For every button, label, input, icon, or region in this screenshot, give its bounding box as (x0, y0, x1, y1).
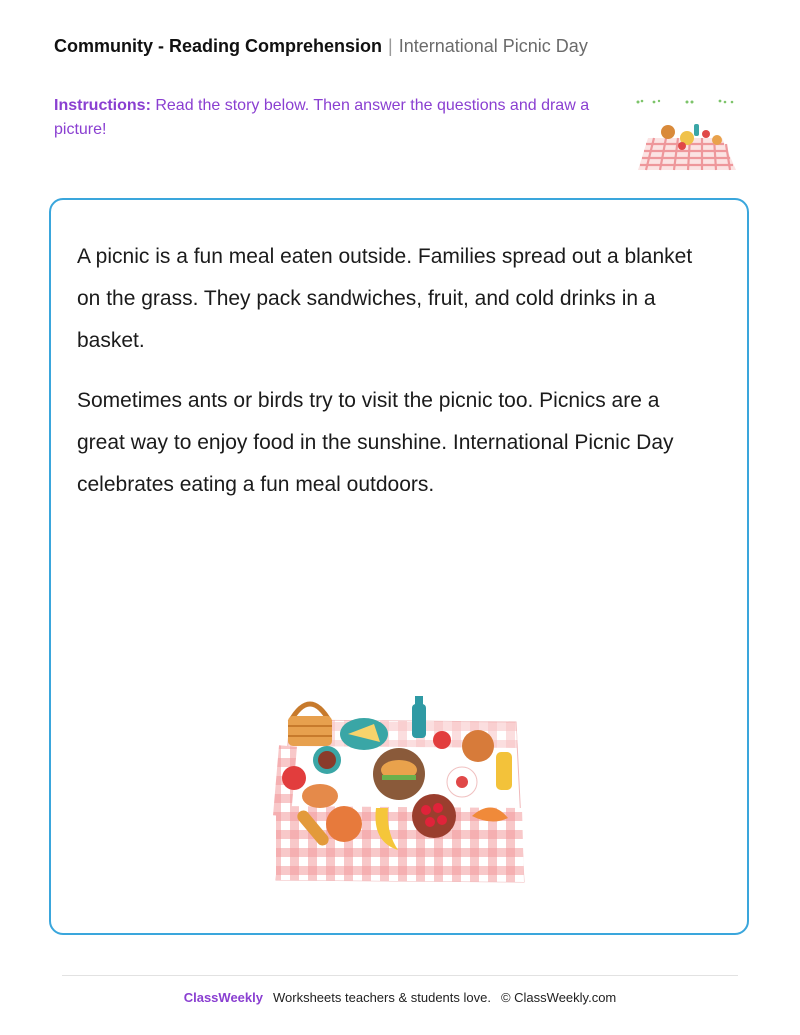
footer-copyright: © ClassWeekly.com (500, 990, 617, 1005)
worksheet-subtitle: International Picnic Day (398, 36, 588, 56)
picnic-blanket-thumbnail-image (632, 94, 742, 176)
page-footer (0, 990, 800, 1005)
footer-brand: ClassWeekly (183, 990, 263, 1005)
page-header (54, 36, 614, 62)
worksheet-title: Community - Reading Comprehension (54, 36, 383, 56)
picnic-spread-image (272, 686, 534, 888)
footer-tagline: Worksheets teachers & students love. (272, 990, 491, 1005)
instructions (54, 94, 614, 142)
instructions-text: Read the story below. Then answer the questions and draw a picture! (54, 97, 590, 138)
instructions-label: Instructions: (54, 97, 151, 114)
story-paragraph-1: A picnic is a fun meal eaten outside. Families spread out a blanket on the grass. They pack sandwiches, fruit, and cold drinks in a basket. (77, 245, 693, 352)
footer-divider (62, 975, 738, 976)
title-separator: | (388, 36, 393, 56)
story-paragraph-2: Sometimes ants or birds try to visit the picnic too. Picnics are a great way to enjoy food in the sunshine. International Picnic Day celebrates eating a fun meal outdoors. (77, 389, 674, 496)
story-text (77, 236, 707, 524)
